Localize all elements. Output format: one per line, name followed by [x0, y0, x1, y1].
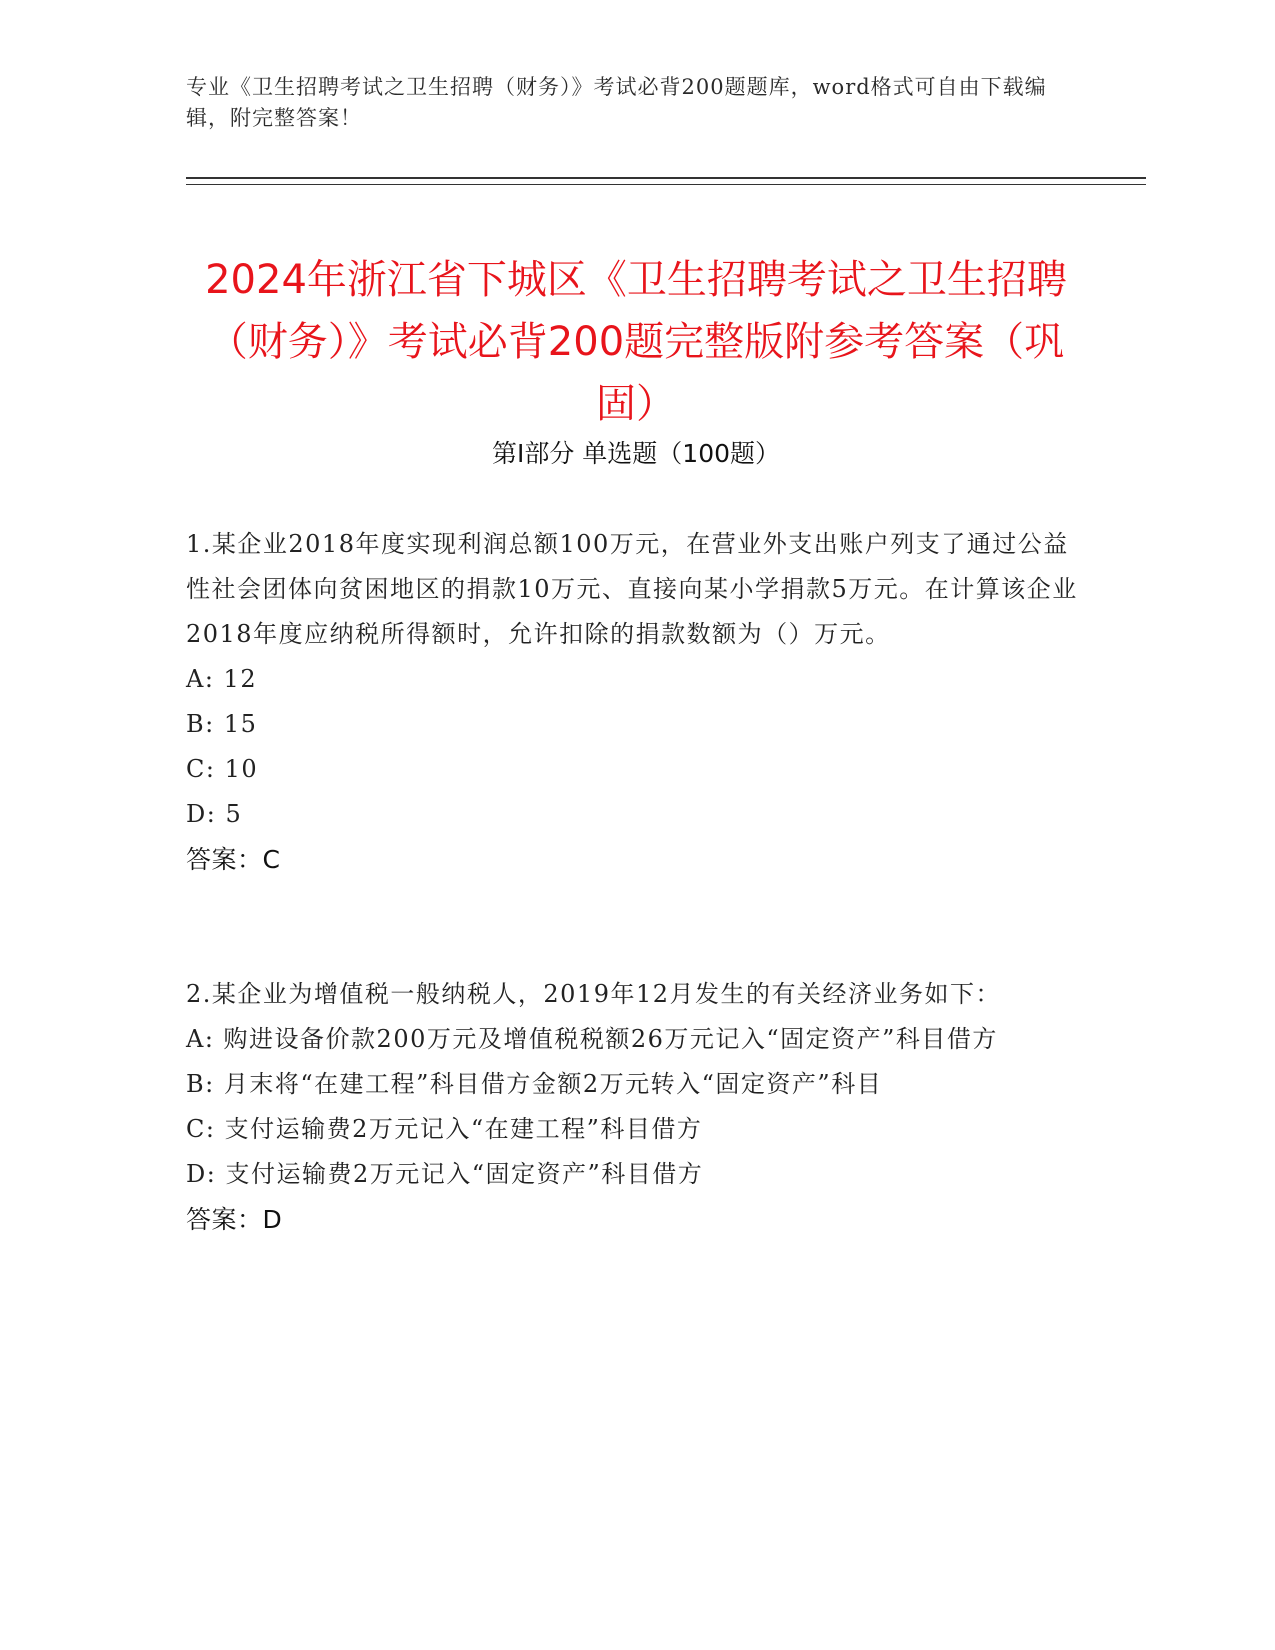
question-1 — [186, 522, 1086, 882]
option-c: C: 10 — [186, 755, 259, 783]
answer-label: 答案：D — [186, 1205, 283, 1234]
section-title: 第Ⅰ部分 单选题（100题） — [491, 439, 781, 468]
question-text: 2.某企业为增值税一般纳税人，2019年12月发生的有关经济业务如下： — [186, 980, 1002, 1008]
option-a: A: 购进设备价款200万元及增值税税额26万元记入“固定资产”科目借方 — [186, 1025, 998, 1053]
header-divider-thick — [186, 177, 1146, 179]
answer-label: 答案：C — [186, 845, 281, 874]
header-divider-thin — [186, 184, 1146, 185]
question-2 — [186, 972, 1086, 1242]
option-a: A: 12 — [186, 665, 258, 693]
option-d: D: 支付运输费2万元记入“固定资产”科目借方 — [186, 1160, 704, 1188]
document-title: 2024年浙江省下城区《卫生招聘考试之卫生招聘（财务）》考试必背200题完整版附参考答案（巩固） — [205, 256, 1067, 427]
header-note: 专业《卫生招聘考试之卫生招聘（财务）》考试必背200题题库，word格式可自由下载编辑，附完整答案！ — [186, 75, 1047, 130]
option-d: D: 5 — [186, 800, 243, 828]
question-text: 1.某企业2018年度实现利润总额100万元，在营业外支出账户列支了通过公益性社会团体向贫困地区的捐款10万元、直接向某小学捐款5万元。在计算该企业2018年度应纳税所得额时，允许扣除的捐款数额为（）万元。 — [186, 530, 1078, 648]
option-c: C: 支付运输费2万元记入“在建工程”科目借方 — [186, 1115, 703, 1143]
option-b: B: 15 — [186, 710, 258, 738]
option-b: B: 月末将“在建工程”科目借方金额2万元转入“固定资产”科目 — [186, 1070, 883, 1098]
